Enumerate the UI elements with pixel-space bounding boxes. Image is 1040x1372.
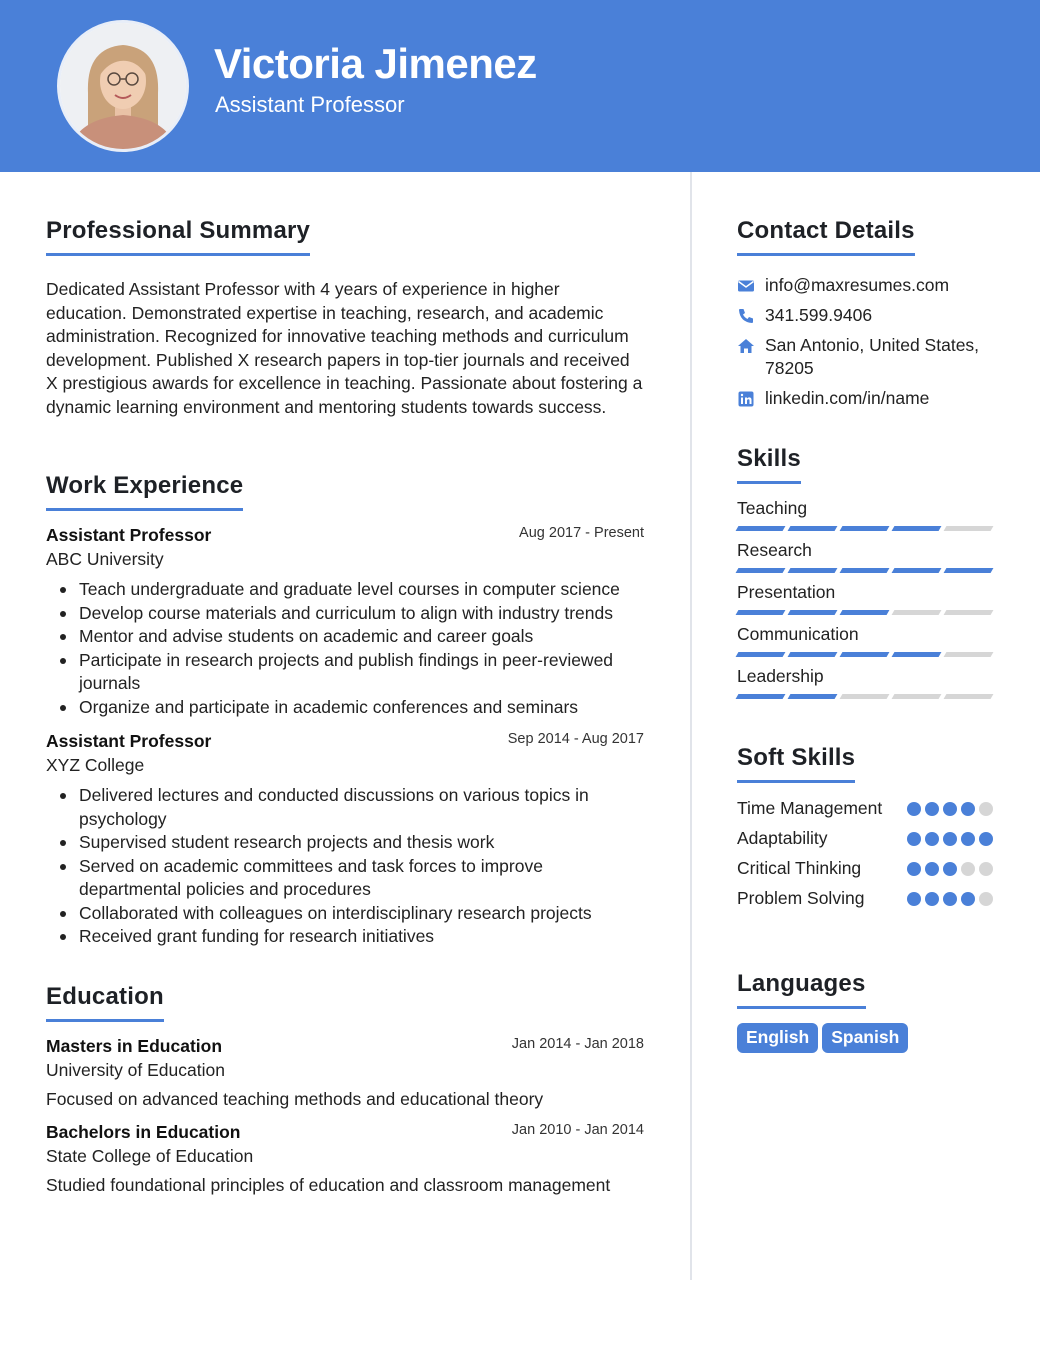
summary-text: Dedicated Assistant Professor with 4 years of experience in higher education. Demonstrated expertise in teaching, research, and academic administration. Recognized for innovative teaching methods and curriculum development. Published X research papers in top-tier journals and received X prestigious awards for excellence in teaching. Passionate about fostering a dynamic learning environment and mentoring students towards success.: [46, 279, 643, 417]
skill-level-segment: [736, 526, 786, 531]
skill-level-bar: [737, 526, 993, 531]
education-entry: [46, 1036, 644, 1110]
degree: Bachelors in Education: [46, 1122, 241, 1142]
list-item: Served on academic committees and task forces to improve departmental policies and procedures: [46, 855, 644, 902]
soft-skill-name: Time Management: [737, 798, 883, 818]
soft-skill-rating: [907, 802, 993, 816]
rating-dot: [961, 802, 975, 816]
degree: Masters in Education: [46, 1036, 223, 1056]
skill-level-bar: [737, 652, 993, 657]
skill-level-segment: [944, 526, 994, 531]
skill-level-segment: [892, 610, 942, 615]
skill-level-segment: [944, 694, 994, 699]
skill-level-bar: [737, 610, 993, 615]
avatar: [57, 20, 189, 152]
candidate-title: Assistant Professor: [215, 92, 405, 117]
list-item: Organize and participate in academic conferences and seminars: [46, 696, 644, 720]
skill-level-segment: [944, 568, 994, 573]
rating-dot: [961, 892, 975, 906]
skill-item: [737, 582, 993, 615]
soft-skills-section: [737, 744, 993, 916]
list-item: Collaborated with colleagues on interdisciplinary research projects: [46, 902, 644, 926]
soft-skill-name: Critical Thinking: [737, 858, 862, 878]
school: State College of Education: [46, 1146, 254, 1166]
job-entry: [46, 731, 644, 949]
list-item: Teach undergraduate and graduate level courses in computer science: [46, 578, 644, 602]
contact-email[interactable]: info@maxresumes.com: [737, 274, 993, 297]
skill-level-segment: [788, 610, 838, 615]
job-dates: Aug 2017 - Present: [519, 525, 644, 541]
rating-dot: [943, 892, 957, 906]
skill-item: [737, 624, 993, 657]
rating-dot: [925, 832, 939, 846]
skill-name: Research: [737, 540, 812, 560]
list-item: Supervised student research projects and thesis work: [46, 831, 644, 855]
skill-level-segment: [840, 526, 890, 531]
skill-level-segment: [892, 568, 942, 573]
job-org: XYZ College: [46, 755, 145, 775]
rating-dot: [943, 862, 957, 876]
soft-skill-item: [737, 856, 993, 880]
job-title: Assistant Professor: [46, 731, 212, 751]
skill-level-segment: [892, 652, 942, 657]
education-desc: Focused on advanced teaching methods and educational theory: [46, 1089, 544, 1109]
rating-dot: [979, 832, 993, 846]
school: University of Education: [46, 1060, 225, 1080]
rating-dot: [961, 862, 975, 876]
skill-level-segment: [944, 652, 994, 657]
contact-section: [737, 217, 993, 417]
skill-level-segment: [840, 652, 890, 657]
education-dates: Jan 2014 - Jan 2018: [511, 1036, 644, 1052]
skill-level-segment: [892, 526, 942, 531]
skill-level-segment: [892, 694, 942, 699]
job-dates: Sep 2014 - Aug 2017: [507, 731, 644, 747]
section-title: Languages: [737, 970, 866, 1009]
rating-dot: [925, 802, 939, 816]
section-title: Soft Skills: [737, 744, 855, 783]
skill-level-bar: [737, 568, 993, 573]
list-item: Delivered lectures and conducted discussions on various topics in psychology: [46, 784, 644, 831]
soft-skill-name: Adaptability: [737, 828, 828, 848]
contact-linkedin[interactable]: linkedin.com/in/name: [737, 387, 993, 410]
rating-dot: [943, 802, 957, 816]
skill-level-segment: [736, 568, 786, 573]
list-item: Received grant funding for research initiatives: [46, 925, 644, 949]
list-item: Participate in research projects and publish findings in peer-reviewed journals: [46, 649, 644, 696]
soft-skill-name: Problem Solving: [737, 888, 865, 908]
section-title: Professional Summary: [46, 217, 310, 256]
languages-section: [737, 970, 993, 1053]
skill-level-segment: [788, 694, 838, 699]
soft-skill-rating: [907, 832, 993, 846]
skill-level-segment: [788, 568, 838, 573]
skill-level-segment: [840, 568, 890, 573]
soft-skill-rating: [907, 862, 993, 876]
skill-name: Teaching: [737, 498, 808, 518]
job-title: Assistant Professor: [46, 525, 212, 545]
section-title: Work Experience: [46, 472, 243, 511]
language-tag: English: [737, 1023, 818, 1053]
soft-skill-rating: [907, 892, 993, 906]
soft-skill-item: [737, 886, 993, 910]
education-section: [46, 983, 644, 1196]
email-icon: [737, 277, 755, 295]
skill-level-segment: [840, 610, 890, 615]
skill-level-segment: [736, 610, 786, 615]
list-item: Mentor and advise students on academic and career goals: [46, 625, 644, 649]
skill-item: [737, 666, 993, 699]
phone-icon: [737, 307, 755, 325]
contact-phone[interactable]: 341.599.9406: [737, 304, 993, 327]
skill-item: [737, 498, 993, 531]
skill-item: [737, 540, 993, 573]
rating-dot: [979, 802, 993, 816]
skill-level-segment: [736, 694, 786, 699]
section-title: Contact Details: [737, 217, 915, 256]
education-dates: Jan 2010 - Jan 2014: [511, 1122, 644, 1138]
skill-level-segment: [788, 652, 838, 657]
section-title: Education: [46, 983, 164, 1022]
language-tag: Spanish: [822, 1023, 908, 1053]
rating-dot: [907, 862, 921, 876]
rating-dot: [907, 892, 921, 906]
list-item: Develop course materials and curriculum to align with industry trends: [46, 602, 644, 626]
column-divider: [690, 172, 692, 1280]
rating-dot: [943, 832, 957, 846]
skills-section: [737, 445, 993, 708]
job-org: ABC University: [46, 549, 164, 569]
skill-name: Communication: [737, 624, 859, 644]
skill-name: Presentation: [737, 582, 836, 602]
job-entry: [46, 525, 644, 719]
rating-dot: [907, 802, 921, 816]
resume-header: [0, 0, 1040, 172]
education-desc: Studied foundational principles of education and classroom management: [46, 1175, 611, 1195]
education-entry: [46, 1122, 644, 1196]
summary-section: [46, 217, 644, 419]
section-title: Skills: [737, 445, 801, 484]
rating-dot: [979, 892, 993, 906]
skill-level-segment: [736, 652, 786, 657]
contact-address: San Antonio, United States, 78205: [737, 334, 993, 380]
rating-dot: [925, 862, 939, 876]
soft-skill-item: [737, 826, 993, 850]
rating-dot: [961, 832, 975, 846]
skill-level-bar: [737, 694, 993, 699]
skill-level-segment: [944, 610, 994, 615]
linkedin-icon: [737, 390, 755, 408]
skill-level-segment: [840, 694, 890, 699]
skill-name: Leadership: [737, 666, 824, 686]
home-icon: [737, 337, 755, 355]
work-section: [46, 472, 644, 949]
rating-dot: [925, 892, 939, 906]
rating-dot: [907, 832, 921, 846]
skill-level-segment: [788, 526, 838, 531]
soft-skill-item: [737, 796, 993, 820]
candidate-name: Victoria Jimenez: [214, 40, 537, 87]
rating-dot: [979, 862, 993, 876]
profile-photo: [60, 23, 186, 149]
